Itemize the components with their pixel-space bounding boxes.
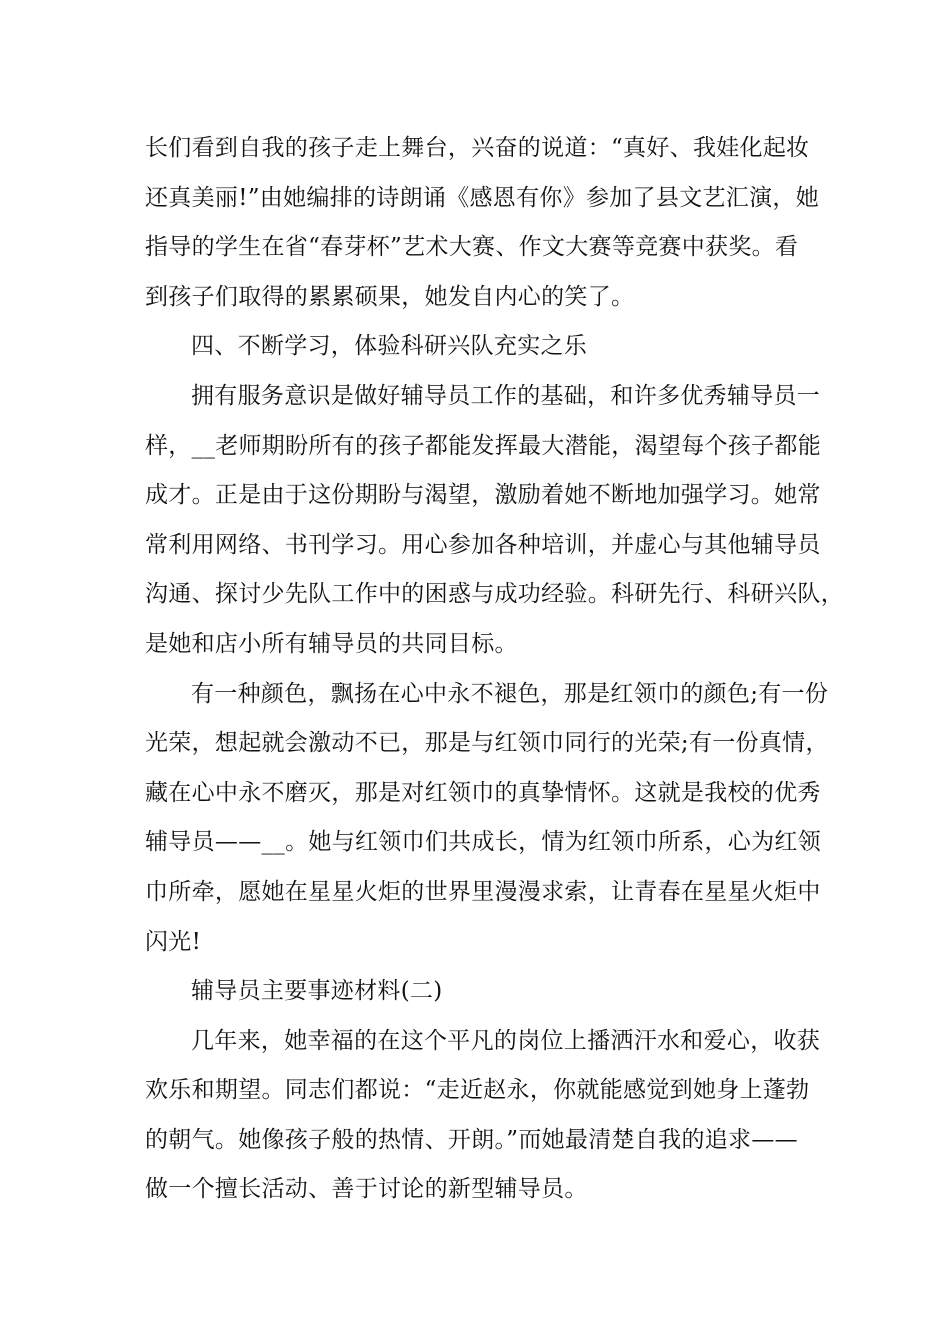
text-line: 光荣，想起就会激动不已，那是与红领巾同行的光荣;有一份真情， [145,730,829,757]
document-body [145,124,845,1215]
text-line: 是她和店小所有辅导员的共同目标。 [145,630,518,657]
text-line: 常利用网络、书刊学习。用心参加各种培训，并虚心与其他辅导员 [145,531,821,558]
text-line: 还真美丽!”由她编排的诗朗诵《感恩有你》参加了县文艺汇演，她 [145,184,820,211]
paragraph-start: 几年来，她幸福的在这个平凡的岗位上播洒汗水和爱心，收获 [191,1027,821,1054]
text-line: 沟通、探讨少先队工作中的困惑与成功经验。科研先行、科研兴队， [145,581,844,608]
section-heading: 四、不断学习，体验科研兴队充实之乐 [191,333,588,360]
text-line: 长们看到自我的孩子走上舞台，兴奋的说道：“真好、我娃化起妆 [145,135,810,161]
text-line: 辅导员——__。她与红领巾们共成长，情为红领巾所系，心为红领 [145,829,821,856]
text-line: 样，__老师期盼所有的孩子都能发挥最大潜能，渴望每个孩子都能 [145,432,821,459]
text-line: 指导的学生在省“春芽杯”艺术大赛、作文大赛等竞赛中获奖。看 [145,234,799,261]
paragraph-start: 拥有服务意识是做好辅导员工作的基础，和许多优秀辅导员一 [191,382,821,409]
text-line: 的朝气。她像孩子般的热情、开朗。”而她最清楚自我的追求—— [145,1126,798,1153]
paragraph-start: 有一种颜色，飘扬在心中永不褪色，那是红领巾的颜色;有一份 [191,680,829,707]
text-line: 到孩子们取得的累累硕果，她发自内心的笑了。 [145,283,635,310]
text-line: 做一个擅长活动、善于讨论的新型辅导员。 [145,1176,588,1203]
section-heading: 辅导员主要事迹材料(二) [191,978,443,1005]
text-line: 欢乐和期望。同志们都说：“走近赵永，你就能感觉到她身上蓬勃 [145,1077,810,1104]
text-line: 成才。正是由于这份期盼与渴望，激励着她不断地加强学习。她常 [145,482,821,509]
text-line: 闪光! [145,928,202,955]
text-line: 藏在心中永不磨灭，那是对红领巾的真挚情怀。这就是我校的优秀 [145,779,821,806]
text-line: 巾所牵，愿她在星星火炬的世界里漫漫求索，让青春在星星火炬中 [145,878,821,905]
